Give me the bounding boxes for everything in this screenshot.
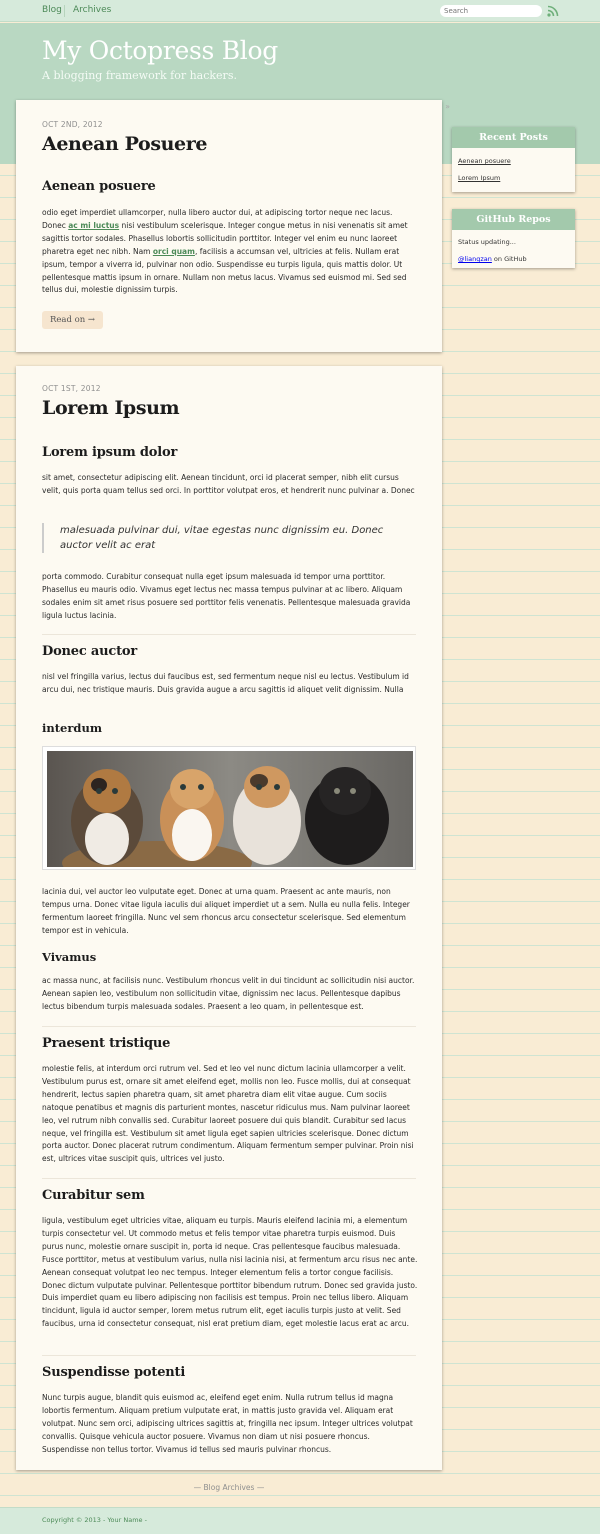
section-divider (42, 1026, 416, 1027)
post-heading: Aenean posuere (42, 179, 156, 194)
post-paragraph: lacinia dui, vel auctor leo vulputate eget. Donec at urna quam. Praesent ac ante mauris, non tempus urna. Donec vitae ligula iaculis dui aliquet imperdiet ut a sem. Nulla eu nulla felis. Integer fermentum laoreet fringilla. Nunc vel sem rhoncus arcu consectetur scelerisque. Sed elementum tempor est in vehicula. (42, 887, 410, 935)
read-on-button[interactable]: Read on → (42, 311, 103, 329)
kittens-photo (47, 751, 413, 867)
subsection-heading: interdum (42, 721, 102, 735)
expand-arrows-icon[interactable]: » (445, 102, 450, 111)
section-divider (42, 1355, 416, 1356)
post-paragraph: sit amet, consectetur adipiscing elit. Aenean tincidunt, orci id placerat semper, nibh elit cursus velit, quis porta quam tellus sed orci. In porttitor volutpat eros, et hendrerit nunc pulvinar a. Donec (42, 473, 415, 495)
section-divider (42, 1178, 416, 1179)
recent-post-link[interactable]: Lorem Ipsum (458, 174, 501, 182)
blog-archives-link[interactable]: — Blog Archives — (193, 1483, 265, 1492)
subsection-heading: Vivamus (42, 950, 97, 964)
article-lorem-ipsum (16, 366, 442, 1470)
recent-posts-heading: Recent Posts (452, 127, 575, 148)
github-profile: @liangzan on GitHub (458, 255, 527, 263)
nav-link-archives[interactable]: Archives (73, 5, 112, 15)
section-heading: Curabitur sem (42, 1188, 145, 1203)
post-paragraph: ligula, vestibulum eget ultricies vitae, aliquam eu turpis. Mauris eleifend lacinia mi, a elementum turpis consectetur vel. Ut commodo metus et felis tempor vitae pharetra turpis euismod. Duis purus nunc, molestie ornare suscipit in, porta id neque. Cras pellentesque faucibus malesuada. Fusce porttitor, metus at vestibulum varius, nulla nisi lacinia nisi, at fermentum arcu risus nec ante. Aenean consequat volutpat leo nec tempus. Integer elementum felis a tortor congue facilisis. Donec dictum vulputate pulvinar. Pellentesque porttitor bibendum rutrum. Donec sed gravida justo. Duis imperdiet quam eu libero adipiscing non facilisis est tempus. Proin nec tellus libero. Aliquam tincidunt, ligula id auctor semper, lorem metus rutrum elit, eget iaculis turpis justo at velit. Sed faucibus, urna id consectetur consequat, nisl erat pretium diam, eget molestie lacus erat ac arcu. (42, 1216, 418, 1329)
nav-link-blog[interactable]: Blog (42, 5, 62, 15)
copyright-text: Copyright © 2013 - Your Name - (42, 1516, 147, 1524)
blockquote: malesuada pulvinar dui, vitae egestas nunc dignissim eu. Donec auctor velit ac erat (42, 523, 418, 553)
post-paragraph: molestie felis, at interdum orci rutrum vel. Sed et leo vel nunc dictum lacinia ullamcorper a velit. Vestibulum purus est, ornare sit amet eleifend eget, mollis non leo. Fusce mollis, dui at consequat hendrerit, lectus sapien pharetra quam, sit amet pharetra diam elit vitae augue. Cum sociis natoque penatibus et magnis dis parturient montes, nascetur ridiculus mus. Nam pulvinar laoreet leo, vel rutrum nibh convallis sed. Curabitur laoreet posuere dui quis blandit. Curabitur sed lacus neque, vel fringilla est. Vestibulum sit amet ligula eget sapien ultricies scelerisque. Donec dictum porta auctor. Donec placerat rutrum condimentum. Aliquam fermentum semper pulvinar. Proin nisi est, ultrices vitae suscipit quis, ultrices vel justo. (42, 1064, 414, 1164)
post-date: OCT 1ST, 2012 (42, 384, 101, 393)
section-heading: Suspendisse potenti (42, 1365, 186, 1380)
section-divider (42, 634, 416, 635)
post-paragraph: Nunc turpis augue, blandit quis euismod ac, eleifend eget enim. Nulla rutrum tellus id magna lobortis fermentum. Aliquam pretium vulputate erat, in mattis justo gravida vel. Aliquam erat volutpat. Nunc sem orci, adipiscing ultrices sagittis at, fringilla nec ipsum. Integer ultrices volutpat convallis. Quisque vehicula auctor posuere. Vivamus non diam ut nisi posuere rhoncus. Suspendisse non tellus tortor. Vivamus id tellus sed mauris pulvinar rhoncus. (42, 1393, 413, 1454)
post-paragraph: ac massa nunc, at facilisis nunc. Vestibulum rhoncus velit in dui tincidunt ac sollicitudin nisi auctor. Aenean sapien leo, vestibulum non sollicitudin vitae, dignissim nec lacus. Pellentesque dapibus lectus bibendum turpis malesuada sodales. Praesent a leo quam, in pellentesque est. (42, 976, 415, 1011)
post-paragraph: porta commodo. Curabitur consequat nulla eget ipsum malesuada id tempor urna porttitor. Phasellus eu mauris odio. Vivamus eget lectus nec massa tempus pulvinar at ac libero. Aliquam sodales enim sit amet risus posuere sed porttitor felis venenatis. Pellentesque malesuada gravida ligula luctus lacinia. (42, 572, 411, 620)
site-subtitle: A blogging framework for hackers. (42, 69, 237, 82)
site-footer (0, 1507, 600, 1534)
github-repos-heading: GitHub Repos (452, 209, 575, 230)
recent-post-link[interactable]: Aenean posuere (458, 157, 511, 165)
github-user-link[interactable]: @liangzan (458, 255, 492, 263)
site-title[interactable]: My Octopress Blog (42, 36, 278, 65)
post-paragraph: nisl vel fringilla varius, lectus dui faucibus est, sed fermentum neque nisl eu lectus. Vestibulum id arcu dui, nec tristique mauris. Duis gravida augue a arcu sagittis id aliquet velit dignissim. Nulla (42, 672, 409, 694)
section-heading: Donec auctor (42, 644, 138, 659)
rss-icon[interactable] (547, 5, 559, 17)
top-navigation (0, 0, 600, 22)
search-input[interactable] (440, 5, 542, 17)
post-date: OCT 2ND, 2012 (42, 120, 103, 129)
article-aenean-posuere (16, 100, 450, 352)
post-paragraph: odio eget imperdiet ullamcorper, nulla libero auctor dui, at adipiscing tortor neque nec lacus. Donec ac mi luctus nisi vestibulum scelerisque. Integer congue metus in nisi venenatis sit amet sagittis tortor sodales. Phasellus lobortis sollicitudin porttitor. Integer vel enim eu nunc laoreet pharetra eget nec nibh. Nam orci quam, facilisis a accumsan vel, ultricies at felis. Nullam erat ipsum, tempor a viverra id, pulvinar non odio. Suspendisse eu turpis ligula, quis mattis dolor. Ut pellentesque mattis ipsum in ornare. Nullam non metus lacus. Vivamus sed euismod mi. Sed sed tellus dui, molestie dignissim turpis. (42, 208, 408, 295)
post-title[interactable]: Aenean Posuere (42, 133, 208, 155)
inline-link[interactable]: ac mi luctus (68, 220, 120, 230)
kittens-image-frame (42, 746, 416, 870)
recent-posts-widget (452, 127, 575, 192)
section-heading: Praesent tristique (42, 1036, 171, 1051)
github-repos-widget (452, 209, 575, 268)
github-status: Status updating... (458, 238, 516, 246)
section-heading: Lorem ipsum dolor (42, 445, 178, 460)
post-title[interactable]: Lorem Ipsum (42, 397, 180, 419)
nav-separator (64, 5, 65, 17)
inline-link[interactable]: orci quam (152, 246, 195, 256)
